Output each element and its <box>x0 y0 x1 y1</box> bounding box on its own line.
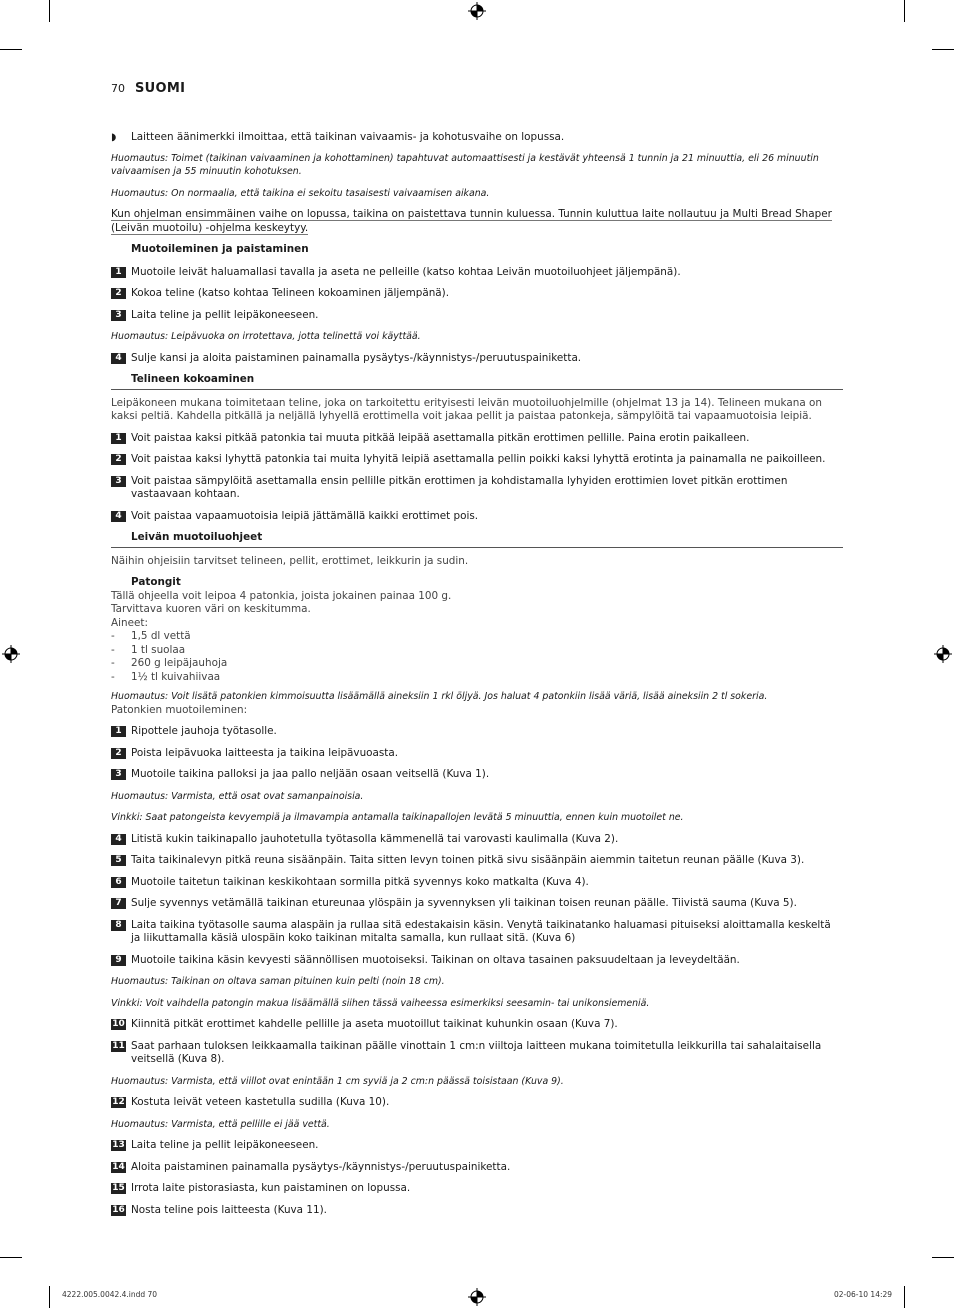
step-number: 14 <box>112 1161 125 1172</box>
step-text: Litistä kukin taikinapallo jauhotetulla työtasolla kämmenellä tai varovasti kaulimalla (Kuva 2). <box>131 832 619 845</box>
ingredient-text: 1½ tl kuivahiivaa <box>131 670 221 683</box>
step-item <box>111 475 843 502</box>
step-number: 1 <box>111 433 126 444</box>
step-list <box>111 266 843 323</box>
note: Huomautus: Varmista, että pellille ei jää vettä. <box>111 1118 330 1130</box>
step-number: 11 <box>112 1040 125 1051</box>
step-item <box>111 876 843 890</box>
step-item <box>111 768 843 782</box>
step-number: 2 <box>111 288 126 299</box>
step-number: 2 <box>111 748 126 759</box>
step-item <box>111 1096 843 1110</box>
crop-mark <box>932 1257 954 1258</box>
step-number: 3 <box>111 476 126 487</box>
step-text: Kostuta leivät veteen kastetulla sudilla (Kuva 10). <box>131 1096 390 1108</box>
note: Huomautus: Varmista, että osat ovat samanpainoisia. <box>111 790 364 802</box>
step-text: Voit paistaa sämpylöitä asettamalla ensin pellille pitkän erottimen ja kohdistamalla lyhyiden erottimien lovet pitkän erottimen vastaavaan kohtaan. <box>131 474 788 500</box>
note: Huomautus: On normaalia, että taikina ei sekoitu tasaisesti vaivaamisen aikana. <box>111 187 490 199</box>
step-item <box>111 1040 843 1067</box>
step-item <box>111 919 843 946</box>
intro-bullet <box>111 131 843 145</box>
step-item <box>111 854 843 868</box>
step-item <box>111 453 843 467</box>
step-text: Laita teline ja pellit leipäkoneeseen. <box>131 1139 319 1151</box>
footer-file-info: 4222.005.0042.4.indd 70 <box>62 1290 158 1299</box>
subsection-heading: Patongit <box>131 576 181 588</box>
step-number: 2 <box>111 454 126 465</box>
note: Huomautus: Taikinan on oltava saman pituinen kuin pelti (noin 18 cm). <box>111 976 445 987</box>
step-item <box>111 833 843 847</box>
step-item <box>111 510 843 524</box>
step-item <box>111 897 843 911</box>
section-heading: Muotoileminen ja paistaminen <box>131 243 309 255</box>
step-item <box>111 954 843 968</box>
underlined-text: Kun ohjelman ensimmäinen vaihe on lopussa, taikina on paistettava tunnin kuluessa. Tunnin kuluttua laite nollautuu ja Multi Bread Shaper (Leivän muotoilu) -ohjelma keskeytyy. <box>111 208 832 234</box>
note: Huomautus: Toimet (taikinan vaivaaminen ja kohottaminen) tapahtuvat automaattisesti ja kestävät yhteensä 1 tunnin ja 21 minuuttia, eli 26 minuutin vaivaamisen ja 55 minuutin kohotuksen. <box>111 152 819 177</box>
step-item <box>111 352 843 366</box>
step-number: 3 <box>111 769 126 780</box>
page-header <box>111 81 185 97</box>
section-heading: Leivän muotoiluohjeet <box>111 531 843 548</box>
crop-mark <box>932 49 954 50</box>
step-number: 9 <box>111 955 126 966</box>
step-text: Muotoile taikina käsin kevyesti säännöllisen muotoiseksi. Taikinan on oltava tasainen paksuudeltaan ja leveydeltään. <box>131 953 740 966</box>
step-text: Saat parhaan tuloksen leikkaamalla taikinan päälle vinottain 1 cm:n viiltoja laitteen mukana toimitetulla leikkurilla tai sahalaitaisella veitsellä (Kuva 8). <box>131 1039 822 1065</box>
warning-paragraph <box>111 208 843 235</box>
step-text: Irrota laite pistorasiasta, kun paistaminen on lopussa. <box>131 1182 411 1194</box>
step-text: Kokoa teline (katso kohtaa Telineen kokoaminen jäljempänä). <box>131 287 450 299</box>
step-number: 13 <box>112 1140 125 1150</box>
step-text: Ripottele jauhoja työtasolle. <box>131 725 277 737</box>
step-item <box>111 1182 843 1196</box>
bullet-arrow-icon: ◗ <box>111 132 117 143</box>
step-text: Muotoile leivät haluamallasi tavalla ja aseta ne pelleille (katso kohtaa Leivän muotoiluohjeet jäljempänä). <box>131 265 681 278</box>
step-number: 8 <box>111 920 126 931</box>
registration-mark-icon <box>468 2 486 20</box>
ingredient-item: - 1½ tl kuivahiivaa <box>111 670 221 683</box>
step-text: Muotoile taikina palloksi ja jaa pallo neljään osaan veitsellä (Kuva 1). <box>131 768 490 780</box>
step-item <box>111 432 843 446</box>
footer-date: 02-06-10 14:29 <box>834 1290 893 1299</box>
step-item <box>111 747 843 761</box>
step-text: Poista leipävuoka laitteesta ja taikina leipävuoasta. <box>131 746 399 759</box>
section-intro: Leipäkoneen mukana toimitetaan teline, joka on tarkoitettu erityisesti leivän muotoiluohjelmille (ohjelmat 13 ja 14). Telineen mukana on kaksi peltiä. Kahdella pitkällä ja neljällä lyhyellä erottimella voit jakaa pellit ja paistaa patonkeja, sämpylöitä tai vapaamuotoisia leipiä. <box>111 396 822 422</box>
step-number: 16 <box>112 1204 125 1215</box>
crop-mark <box>904 1286 905 1308</box>
ingredient-text: 260 g leipäjauhoja <box>131 657 228 669</box>
ingredient-list <box>111 630 843 684</box>
crop-mark <box>904 0 905 22</box>
step-item <box>111 266 843 280</box>
step-text: Sulje syvennys vetämällä taikinan etureunaa ylöspäin ja syvennyksen yli taikinan toisen reunan päälle. Tiivistä sauma (Kuva 5). <box>131 897 797 909</box>
tip: Vinkki: Voit vaihdella patongin makua lisäämällä siihen tässä vaiheessa esimerkiksi seesamin- tai unikonsiemeniä. <box>111 997 650 1009</box>
step-number: 10 <box>112 1019 125 1029</box>
document-body <box>111 131 843 1225</box>
recipe-line: Tällä ohjeella voit leipoa 4 patonkia, joista jokainen painaa 100 g. <box>111 589 452 602</box>
registration-mark-icon <box>468 1288 486 1306</box>
step-text: Laita teline ja pellit leipäkoneeseen. <box>131 308 319 321</box>
step-item <box>111 1139 843 1153</box>
step-item <box>111 287 843 301</box>
shaping-label: Patonkien muotoileminen: <box>111 703 248 716</box>
step-number: 1 <box>111 726 126 737</box>
step-text: Nosta teline pois laitteesta (Kuva 11). <box>131 1203 327 1216</box>
step-text: Laita taikina työtasolle sauma alaspäin ja rullaa sitä edestakaisin käsin. Venytä taikinatanko haluamasi pituiseksi aloittamalla keskeltä ja liikuttamalla käsiä ulospäin koko taikinan mitalta samalla, kun rullaat sitä. (Kuva 6) <box>131 918 831 944</box>
note: Huomautus: Voit lisätä patonkien kimmoisuutta lisäämällä aineksiin 1 rkl öljyä. Jos haluat 4 patonkiin lisää väriä, lisää aineksiin 2 tl sokeria. <box>111 691 768 702</box>
note: Huomautus: Leipävuoka on irrotettava, jotta telinettä voi käyttää. <box>111 331 421 342</box>
step-number: 4 <box>111 834 126 845</box>
step-item <box>111 1204 843 1218</box>
ingredients-label: Aineet: <box>111 616 148 629</box>
step-number: 6 <box>111 877 126 888</box>
registration-mark-icon <box>934 645 952 663</box>
step-text: Voit paistaa kaksi pitkää patonkia tai muuta pitkää leipää asettamalla pitkän erottimen pellille. Paina erotin paikalleen. <box>131 431 750 444</box>
step-text: Kiinnitä pitkät erottimet kahdelle pellille ja aseta muotoillut taikinat kuhunkin osaan (Kuva 7). <box>131 1018 618 1030</box>
ingredient-text: 1 tl suolaa <box>131 643 186 656</box>
ingredient-item: - 1 tl suolaa <box>111 643 186 656</box>
note: Huomautus: Varmista, että viillot ovat enintään 1 cm syviä ja 2 cm:n päässä toisistaan (Kuva 9). <box>111 1075 564 1087</box>
step-text: Voit paistaa kaksi lyhyttä patonkia tai muita lyhyitä leipiä asettamalla pellin poikki kaksi lyhyttä erotinta ja painamalla ne paikoilleen. <box>131 453 826 465</box>
crop-mark <box>49 1286 50 1308</box>
registration-mark-icon <box>2 645 20 663</box>
step-number: 7 <box>111 898 126 909</box>
ingredient-item: - 1,5 dl vettä <box>111 630 191 642</box>
recipe-line: Tarvittava kuoren väri on keskitumma. <box>111 603 311 615</box>
section-intro: Näihin ohjeisiin tarvitset telineen, pellit, erottimet, leikkurin ja sudin. <box>111 554 469 567</box>
step-item <box>111 309 843 323</box>
step-item <box>111 1018 843 1032</box>
ingredient-item: - 260 g leipäjauhoja <box>111 657 228 669</box>
step-number: 4 <box>111 353 126 364</box>
step-item <box>111 725 843 739</box>
page-number: 70 <box>111 82 125 95</box>
step-text: Taita taikinalevyn pitkä reuna sisäänpäin. Taita sitten levyn toinen pitkä sivu sisäänpäin aiemmin taitetun reunan päälle (Kuva 3). <box>131 854 805 866</box>
intro-bullet-text: Laitteen äänimerkki ilmoittaa, että taikinan vaivaamis- ja kohotusvaihe on lopussa. <box>131 131 565 143</box>
step-number: 4 <box>111 511 126 522</box>
crop-mark <box>49 0 50 22</box>
step-text: Voit paistaa vapaamuotoisia leipiä jättämällä kaikki erottimet pois. <box>131 509 479 522</box>
ingredient-text: 1,5 dl vettä <box>131 630 191 642</box>
step-number: 15 <box>112 1183 125 1193</box>
section-heading: Telineen kokoaminen <box>111 373 843 390</box>
crop-mark <box>0 1257 22 1258</box>
step-text: Muotoile taitetun taikinan keskikohtaan sormilla pitkä syvennys koko matkalta (Kuva 4). <box>131 875 589 888</box>
step-number: 5 <box>111 855 126 866</box>
crop-mark <box>0 49 22 50</box>
step-item <box>111 1161 843 1175</box>
step-number: 12 <box>112 1097 125 1107</box>
step-number: 1 <box>111 267 126 278</box>
step-text: Sulje kansi ja aloita paistaminen painamalla pysäytys-/käynnistys-/peruutuspainiketta. <box>131 351 582 364</box>
tip: Vinkki: Saat patongeista kevyempiä ja ilmavampia antamalla taikinapallojen levätä 5 minuuttia, ennen kuin muotoilet ne. <box>111 812 684 823</box>
language-heading: SUOMI <box>135 81 186 96</box>
step-text: Aloita paistaminen painamalla pysäytys-/käynnistys-/peruutuspainiketta. <box>131 1160 511 1173</box>
step-number: 3 <box>111 310 126 321</box>
